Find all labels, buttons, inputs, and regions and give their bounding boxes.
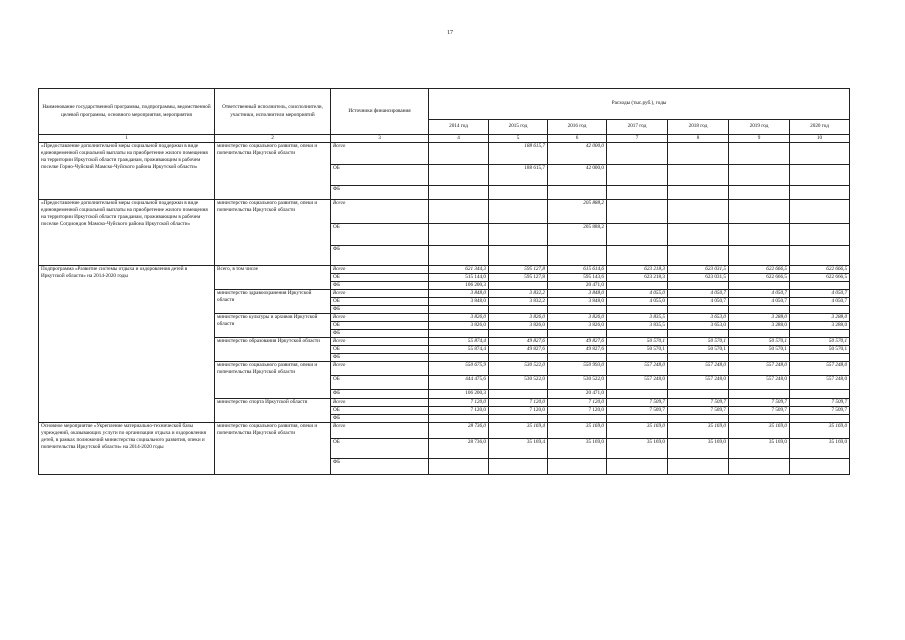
amount-cell <box>607 224 668 246</box>
amount-cell: 3 653,0 <box>668 314 729 322</box>
header-executor: Ответственный исполнитель, соисполнители, участники, исполнители мероприятий <box>215 89 331 135</box>
executor: министерство социального развития, опеки и попечительства Иркутской области <box>215 362 331 399</box>
amount-cell: 55 874,4 <box>429 346 489 354</box>
amount-cell: 3 848,0 <box>429 290 489 298</box>
amount-cell <box>429 143 489 165</box>
amount-cell: 3 653,0 <box>668 322 729 330</box>
column-index: 3 <box>331 135 429 143</box>
amount-cell: 4 050,7 <box>790 298 850 306</box>
funding-source: Всего <box>331 338 429 346</box>
table-row <box>39 423 850 439</box>
amount-cell: 42 000,0 <box>548 165 607 186</box>
amount-cell: 3 848,0 <box>548 298 607 306</box>
amount-cell: 3 288,0 <box>729 322 790 330</box>
amount-cell: 621 344,3 <box>429 266 489 274</box>
amount-cell <box>790 186 850 200</box>
amount-cell <box>607 415 668 423</box>
amount-cell: 3 826,0 <box>489 314 548 322</box>
amount-cell: 557 248,0 <box>729 376 790 390</box>
executor: Всего, в том числе <box>215 266 331 290</box>
amount-cell <box>790 390 850 399</box>
amount-cell <box>489 306 548 314</box>
amount-cell: 444 475,6 <box>429 376 489 390</box>
amount-cell: 623 031,5 <box>668 266 729 274</box>
amount-cell: 557 248,0 <box>790 362 850 376</box>
amount-cell: 622 666,5 <box>790 266 850 274</box>
amount-cell: 50 570,1 <box>668 346 729 354</box>
header-year: 2020 год <box>790 120 850 135</box>
amount-cell: 7 509,7 <box>668 399 729 407</box>
funding-source: ОБ <box>331 407 429 415</box>
amount-cell: 3 288,0 <box>729 314 790 322</box>
funding-source: ФБ <box>331 246 429 266</box>
budget-table <box>38 88 850 475</box>
amount-cell <box>668 459 729 475</box>
amount-cell: 3 288,0 <box>790 322 850 330</box>
amount-cell <box>668 282 729 290</box>
amount-cell: 623 218,3 <box>607 274 668 282</box>
amount-cell: 615 614,6 <box>548 266 607 274</box>
amount-cell: 49 827,6 <box>489 338 548 346</box>
amount-cell: 3 826,0 <box>429 322 489 330</box>
executor: министерство образования Иркутской области <box>215 338 331 362</box>
header-program: Наименование государственной программы, подпрограммы, ведомственной целевой программы, основного мероприятия, мероприятия <box>39 89 215 135</box>
column-index: 10 <box>790 135 850 143</box>
amount-cell <box>429 459 489 475</box>
amount-cell: 7 509,7 <box>729 399 790 407</box>
amount-cell: 49 827,6 <box>548 346 607 354</box>
amount-cell: 205 888,2 <box>548 200 607 224</box>
amount-cell: 7 120,0 <box>489 399 548 407</box>
table-row <box>39 266 850 274</box>
amount-cell <box>607 459 668 475</box>
executor: министерство социального развития, опеки и попечительства Иркутской области <box>215 143 331 200</box>
amount-cell <box>729 282 790 290</box>
amount-cell: 3 826,0 <box>489 322 548 330</box>
amount-cell <box>790 246 850 266</box>
amount-cell <box>429 415 489 423</box>
amount-cell: 4 050,7 <box>729 290 790 298</box>
amount-cell: 3 826,0 <box>429 314 489 322</box>
amount-cell: 35 169,0 <box>548 423 607 439</box>
amount-cell <box>489 459 548 475</box>
amount-cell: 106 200,3 <box>429 390 489 399</box>
amount-cell: 49 827,6 <box>548 338 607 346</box>
amount-cell <box>729 415 790 423</box>
amount-cell <box>607 143 668 165</box>
amount-cell: 557 248,0 <box>668 362 729 376</box>
amount-cell: 4 055,0 <box>607 290 668 298</box>
header-source: Источники финансирования <box>331 89 429 135</box>
amount-cell <box>489 246 548 266</box>
amount-cell <box>429 246 489 266</box>
column-index: 9 <box>729 135 790 143</box>
column-index: 5 <box>489 135 548 143</box>
amount-cell <box>548 330 607 338</box>
amount-cell <box>668 200 729 224</box>
amount-cell: 557 248,0 <box>790 376 850 390</box>
amount-cell <box>668 306 729 314</box>
amount-cell: 7 120,0 <box>429 399 489 407</box>
header-year: 2014 год <box>429 120 489 135</box>
amount-cell: 557 248,0 <box>607 362 668 376</box>
amount-cell <box>729 200 790 224</box>
amount-cell: 35 169,0 <box>790 439 850 459</box>
amount-cell <box>429 306 489 314</box>
amount-cell <box>729 390 790 399</box>
amount-cell: 50 570,1 <box>790 346 850 354</box>
amount-cell: 35 169,0 <box>729 439 790 459</box>
amount-cell <box>668 330 729 338</box>
column-index: 7 <box>607 135 668 143</box>
amount-cell: 7 120,0 <box>548 399 607 407</box>
amount-cell <box>607 354 668 362</box>
amount-cell: 7 509,7 <box>607 399 668 407</box>
amount-cell: 550 993,0 <box>548 362 607 376</box>
amount-cell <box>489 390 548 399</box>
amount-cell <box>607 306 668 314</box>
funding-source: ОБ <box>331 165 429 186</box>
amount-cell <box>729 186 790 200</box>
amount-cell: 35 169,0 <box>607 423 668 439</box>
funding-source: ОБ <box>331 376 429 390</box>
amount-cell <box>790 415 850 423</box>
amount-cell <box>729 459 790 475</box>
amount-cell: 530 522,0 <box>489 362 548 376</box>
funding-source: Всего <box>331 143 429 165</box>
funding-source: ОБ <box>331 346 429 354</box>
amount-cell <box>790 282 850 290</box>
amount-cell <box>729 143 790 165</box>
amount-cell <box>790 459 850 475</box>
amount-cell: 595 127,8 <box>489 266 548 274</box>
amount-cell <box>548 306 607 314</box>
column-index: 6 <box>548 135 607 143</box>
amount-cell: 3 848,0 <box>429 298 489 306</box>
funding-source: Всего <box>331 314 429 322</box>
amount-cell <box>790 330 850 338</box>
amount-cell: 106 200,3 <box>429 282 489 290</box>
funding-source: ФБ <box>331 282 429 290</box>
amount-cell: 3 826,0 <box>548 314 607 322</box>
amount-cell: 3 832,2 <box>489 290 548 298</box>
executor: министерство здравоохранения Иркутской области <box>215 290 331 314</box>
amount-cell: 4 055,0 <box>607 298 668 306</box>
program-name: «Предоставление дополнительной меры социальной поддержки в виде единовременной социальной выплаты на приобретение жилого помещения на территории Иркутской области гражданам, проживающим в рабочем поселке Горно-Чуйский Мамско-Чуйского района Иркутской области» <box>39 143 215 200</box>
amount-cell <box>548 415 607 423</box>
amount-cell <box>668 224 729 246</box>
amount-cell: 622 666,5 <box>790 274 850 282</box>
column-index: 8 <box>668 135 729 143</box>
amount-cell: 50 570,1 <box>668 338 729 346</box>
amount-cell: 622 666,5 <box>729 274 790 282</box>
amount-cell <box>668 143 729 165</box>
page-number: 17 <box>447 30 453 36</box>
amount-cell: 28 736,0 <box>429 439 489 459</box>
funding-source: Всего <box>331 200 429 224</box>
amount-cell: 7 120,0 <box>548 407 607 415</box>
funding-source: ФБ <box>331 186 429 200</box>
amount-cell: 3 832,2 <box>489 298 548 306</box>
amount-cell <box>607 165 668 186</box>
amount-cell <box>429 186 489 200</box>
amount-cell <box>429 330 489 338</box>
amount-cell: 50 570,1 <box>607 346 668 354</box>
amount-cell <box>790 354 850 362</box>
funding-source: Всего <box>331 399 429 407</box>
amount-cell <box>607 282 668 290</box>
funding-source: ФБ <box>331 459 429 475</box>
amount-cell: 50 570,1 <box>729 346 790 354</box>
amount-cell: 50 570,1 <box>790 338 850 346</box>
funding-source: Всего <box>331 290 429 298</box>
amount-cell <box>607 330 668 338</box>
program-name: Основное мероприятие «Укрепление материально-технической базы учреждений, оказывающих услуги по организации отдыха и оздоровления детей, в рамках полномочий министерства социального развития, опеки и попечительства Иркутской области» на 2014-2020 годы <box>39 423 215 475</box>
amount-cell <box>429 200 489 224</box>
amount-cell: 7 509,7 <box>668 407 729 415</box>
amount-cell <box>548 186 607 200</box>
amount-cell <box>729 246 790 266</box>
table-row <box>39 200 850 224</box>
header-year: 2018 год <box>668 120 729 135</box>
funding-source: Всего <box>331 362 429 376</box>
amount-cell <box>607 186 668 200</box>
amount-cell: 623 031,5 <box>668 274 729 282</box>
header-expenses: Расходы (тыс.руб.), годы <box>429 89 850 120</box>
amount-cell <box>489 224 548 246</box>
amount-cell: 205 888,2 <box>548 224 607 246</box>
amount-cell <box>489 354 548 362</box>
amount-cell <box>607 390 668 399</box>
amount-cell: 3 848,0 <box>548 290 607 298</box>
amount-cell <box>429 224 489 246</box>
amount-cell: 188 615,7 <box>489 165 548 186</box>
funding-source: ФБ <box>331 330 429 338</box>
amount-cell: 530 522,0 <box>548 376 607 390</box>
amount-cell: 622 666,5 <box>729 266 790 274</box>
executor: министерство спорта Иркутской области <box>215 399 331 423</box>
executor: министерство социального развития, опеки и попечительства Иркутской области <box>215 200 331 266</box>
header-year: 2015 год <box>489 120 548 135</box>
amount-cell: 623 218,3 <box>607 266 668 274</box>
executor: министерство культуры и архивов Иркутской области <box>215 314 331 338</box>
amount-cell: 188 615,7 <box>489 143 548 165</box>
amount-cell: 35 169,4 <box>489 439 548 459</box>
amount-cell: 35 169,0 <box>607 439 668 459</box>
amount-cell: 35 169,4 <box>489 423 548 439</box>
amount-cell: 49 827,6 <box>489 346 548 354</box>
amount-cell: 7 509,7 <box>790 407 850 415</box>
amount-cell <box>790 306 850 314</box>
funding-source: ФБ <box>331 354 429 362</box>
amount-cell: 530 522,0 <box>489 376 548 390</box>
amount-cell <box>729 165 790 186</box>
amount-cell <box>668 186 729 200</box>
amount-cell <box>607 246 668 266</box>
amount-cell: 4 050,7 <box>790 290 850 298</box>
amount-cell <box>729 306 790 314</box>
amount-cell: 7 509,7 <box>790 399 850 407</box>
header-year: 2019 год <box>729 120 790 135</box>
amount-cell <box>548 459 607 475</box>
amount-cell <box>668 354 729 362</box>
amount-cell <box>489 186 548 200</box>
amount-cell <box>489 200 548 224</box>
program-name: Подпрограмма «Развитие системы отдыха и оздоровления детей в Иркутской области» на 2014-2020 годы <box>39 266 215 423</box>
header-year: 2016 год <box>548 120 607 135</box>
table-row <box>39 143 850 165</box>
amount-cell: 20 471,0 <box>548 390 607 399</box>
amount-cell: 557 248,0 <box>729 362 790 376</box>
amount-cell: 7 509,7 <box>729 407 790 415</box>
amount-cell: 35 169,0 <box>729 423 790 439</box>
amount-cell: 595 127,8 <box>489 274 548 282</box>
amount-cell: 28 736,0 <box>429 423 489 439</box>
amount-cell: 595 143,6 <box>548 274 607 282</box>
amount-cell: 4 050,7 <box>729 298 790 306</box>
amount-cell <box>668 415 729 423</box>
funding-source: Всего <box>331 266 429 274</box>
amount-cell: 7 509,7 <box>607 407 668 415</box>
amount-cell <box>668 246 729 266</box>
amount-cell: 20 471,0 <box>548 282 607 290</box>
column-index: 1 <box>39 135 215 143</box>
amount-cell: 557 248,0 <box>668 376 729 390</box>
amount-cell <box>790 224 850 246</box>
funding-source: ОБ <box>331 224 429 246</box>
amount-cell <box>790 165 850 186</box>
amount-cell: 35 169,0 <box>548 439 607 459</box>
amount-cell <box>729 354 790 362</box>
funding-source: ОБ <box>331 274 429 282</box>
amount-cell <box>548 246 607 266</box>
amount-cell <box>429 354 489 362</box>
column-index: 4 <box>429 135 489 143</box>
amount-cell: 50 570,1 <box>729 338 790 346</box>
amount-cell <box>668 165 729 186</box>
amount-cell <box>790 200 850 224</box>
amount-cell <box>489 415 548 423</box>
amount-cell: 3 835,5 <box>607 322 668 330</box>
amount-cell: 4 050,7 <box>668 290 729 298</box>
amount-cell <box>429 165 489 186</box>
amount-cell: 3 835,5 <box>607 314 668 322</box>
amount-cell: 515 144,0 <box>429 274 489 282</box>
amount-cell <box>489 282 548 290</box>
funding-source: ФБ <box>331 306 429 314</box>
header-year: 2017 год <box>607 120 668 135</box>
amount-cell: 35 169,0 <box>668 423 729 439</box>
amount-cell: 50 570,1 <box>607 338 668 346</box>
amount-cell: 3 826,0 <box>548 322 607 330</box>
executor: министерство социального развития, опеки и попечительства Иркутской области <box>215 423 331 475</box>
amount-cell: 557 248,0 <box>607 376 668 390</box>
amount-cell: 55 874,4 <box>429 338 489 346</box>
amount-cell <box>548 354 607 362</box>
amount-cell: 7 120,0 <box>489 407 548 415</box>
amount-cell <box>729 330 790 338</box>
amount-cell: 35 169,0 <box>668 439 729 459</box>
funding-source: ФБ <box>331 390 429 399</box>
amount-cell <box>790 143 850 165</box>
amount-cell <box>668 390 729 399</box>
funding-source: ОБ <box>331 322 429 330</box>
amount-cell: 42 000,0 <box>548 143 607 165</box>
column-index: 2 <box>215 135 331 143</box>
funding-source: ФБ <box>331 415 429 423</box>
program-name: «Предоставление дополнительной меры социальной поддержки в виде единовременной социальной выплаты на приобретение жилого помещения на территории Иркутской области гражданам, проживающим в рабочем поселке Согдиондон Мамско-Чуйского района Иркутской области» <box>39 200 215 266</box>
amount-cell <box>607 200 668 224</box>
amount-cell <box>489 330 548 338</box>
amount-cell: 7 120,0 <box>429 407 489 415</box>
amount-cell: 35 169,0 <box>790 423 850 439</box>
amount-cell: 550 675,9 <box>429 362 489 376</box>
funding-source: ОБ <box>331 439 429 459</box>
amount-cell: 4 050,7 <box>668 298 729 306</box>
amount-cell: 3 288,0 <box>790 314 850 322</box>
amount-cell <box>729 224 790 246</box>
funding-source: ОБ <box>331 298 429 306</box>
funding-source: Всего <box>331 423 429 439</box>
